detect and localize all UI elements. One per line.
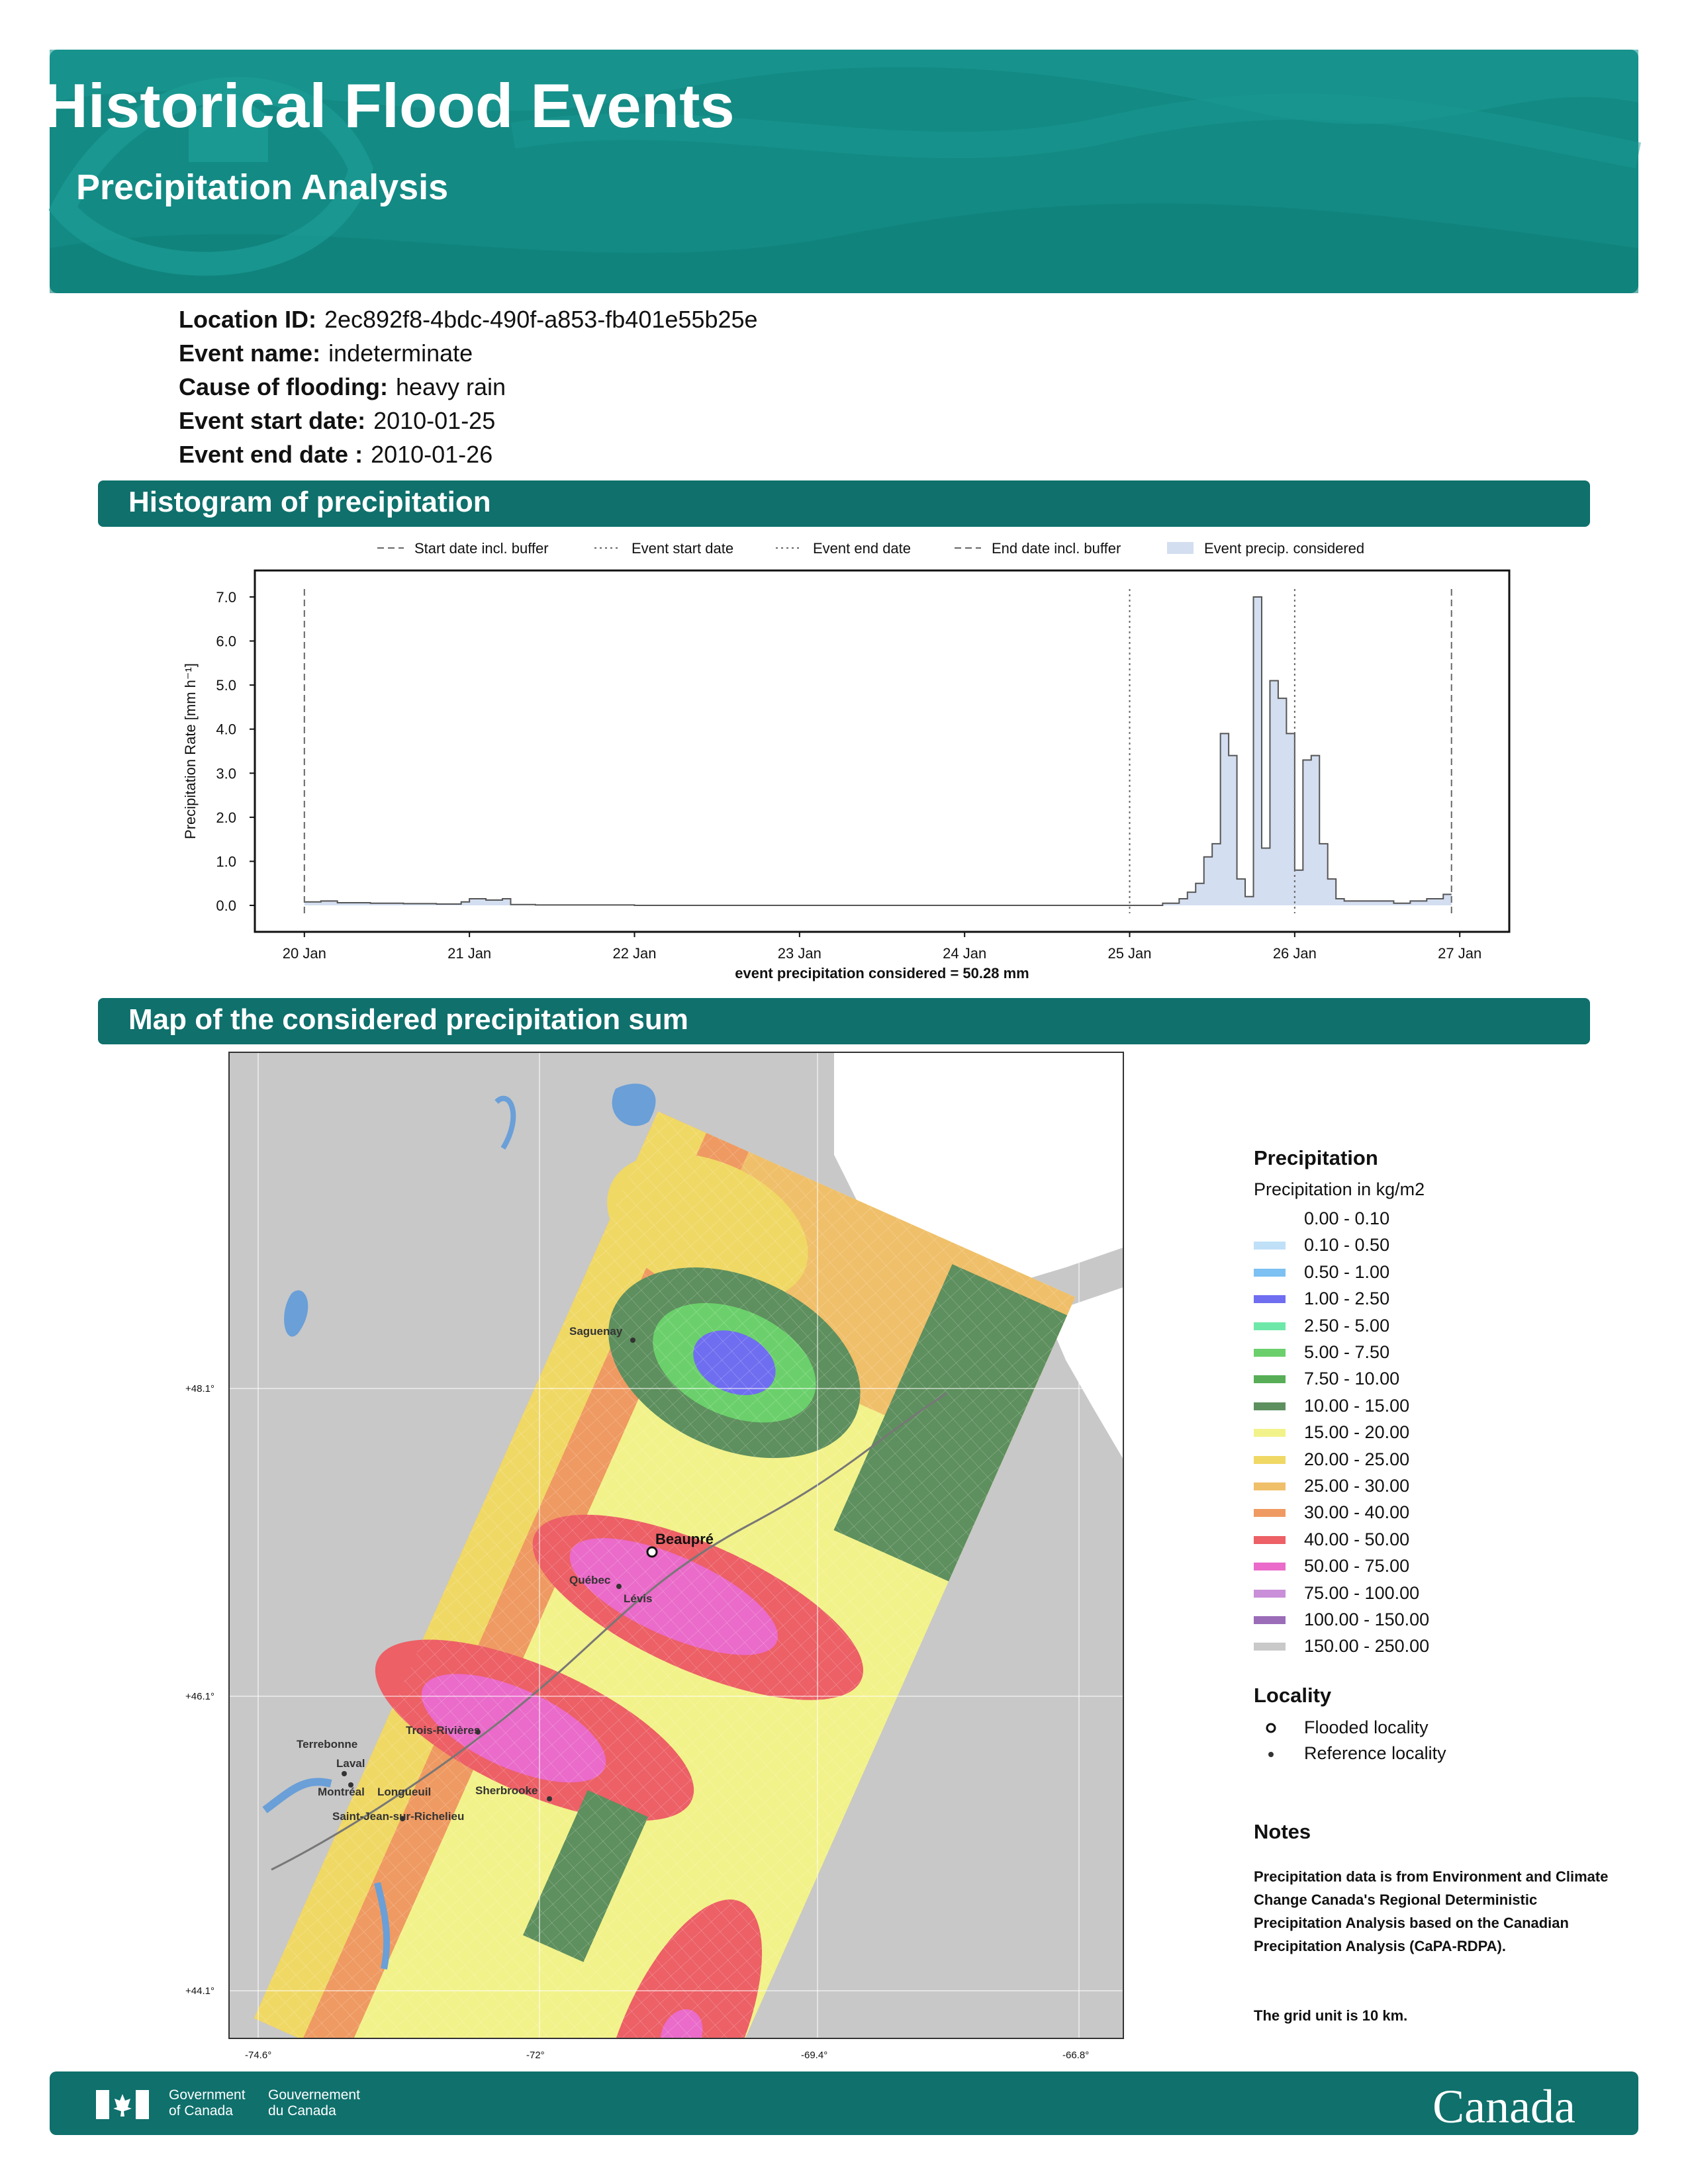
x-tick-label: 25 Jan [1107, 945, 1152, 962]
legend-class-label: 20.00 - 25.00 [1304, 1449, 1410, 1469]
locality-label: Montréal [318, 1786, 365, 1798]
info-value: heavy rain [395, 373, 506, 400]
info-value: indeterminate [328, 340, 473, 367]
legend-swatch [1254, 1590, 1286, 1598]
locality-label: Longueuil [377, 1786, 432, 1798]
legend-class-label: 50.00 - 75.00 [1304, 1556, 1410, 1576]
legend-class-label: 10.00 - 15.00 [1304, 1395, 1410, 1416]
legend-swatch [1254, 1402, 1286, 1410]
lat-label: +46.1° [185, 1691, 214, 1702]
info-label: Event end date : [179, 441, 363, 468]
x-tick-label: 23 Jan [777, 945, 821, 962]
locality-marker [630, 1338, 635, 1343]
legend-label: Event start date [632, 540, 734, 557]
legend-swatch [1254, 1536, 1286, 1544]
legend-flooded-label: Flooded locality [1304, 1717, 1429, 1737]
legend-label: Event end date [813, 540, 912, 557]
info-cause [179, 373, 506, 401]
legend-swatch [1254, 1215, 1286, 1223]
locality-marker [547, 1796, 552, 1801]
section-title: Map of the considered precipitation sum [128, 1003, 688, 1036]
legend-class-label: 0.50 - 1.00 [1304, 1261, 1390, 1282]
locality-legend-title: Locality [1254, 1684, 1332, 1707]
reference-locality-icon [1264, 1748, 1278, 1761]
locality-label: Sherbrooke [475, 1784, 538, 1797]
legend-class-label: 0.10 - 0.50 [1304, 1235, 1390, 1255]
legend-class-label: 0.00 - 0.10 [1304, 1208, 1390, 1228]
gov-en: Government of Canada [169, 2087, 246, 2118]
locality-label: Beaupré [655, 1531, 714, 1547]
lon-label: -69.4° [801, 2050, 828, 2061]
canada-flag-icon [96, 2090, 149, 2119]
legend-swatch [1254, 1563, 1286, 1570]
info-end-date [179, 441, 492, 469]
y-tick-label: 3.0 [216, 765, 236, 782]
lon-label: -74.6° [245, 2050, 272, 2061]
lat-label: +48.1° [185, 1383, 214, 1394]
footer [50, 2071, 1638, 2135]
x-tick-label: 20 Jan [282, 945, 326, 962]
legend-swatch [1254, 1349, 1286, 1357]
y-tick-label: 0.0 [216, 897, 236, 915]
locality-label: Laval [336, 1757, 365, 1770]
page-subtitle: Precipitation Analysis [76, 167, 449, 207]
legend-fill-swatch [1167, 542, 1194, 554]
lat-label: +44.1° [185, 1985, 214, 1997]
legend-swatch [1254, 1482, 1286, 1490]
info-label: Event name: [179, 340, 321, 367]
legend-swatch [1254, 1429, 1286, 1437]
locality-label: Lévis [624, 1592, 653, 1605]
flooded-locality-marker [647, 1547, 657, 1557]
section-header-histogram [98, 480, 1590, 527]
y-axis-label: Precipitation Rate [mm h⁻¹] [182, 663, 199, 839]
info-label: Location ID: [179, 306, 316, 333]
legend-swatch [1254, 1269, 1286, 1277]
x-tick-label: 26 Jan [1272, 945, 1317, 962]
gov-fr: Gouvernement du Canada [268, 2087, 360, 2118]
legend-swatch [1254, 1375, 1286, 1383]
legend-class-label: 100.00 - 150.00 [1304, 1610, 1430, 1629]
legend-class-label: 75.00 - 100.00 [1304, 1582, 1420, 1603]
notes-text: Precipitation data is from Environment and Climate Change Canada's Regional Deterministic Precipitation Analysis based on the Canadian Precipitation Analysis (CaPA-RDPA). [1254, 1868, 1609, 1954]
legend-class-label: 7.50 - 10.00 [1304, 1369, 1400, 1389]
legend-reference-label: Reference locality [1304, 1743, 1446, 1763]
y-tick-label: 1.0 [216, 853, 236, 870]
legend-class-label: 2.50 - 5.00 [1304, 1315, 1390, 1336]
legend-swatch [1254, 1456, 1286, 1464]
info-event-name [179, 340, 473, 367]
y-tick-label: 2.0 [216, 809, 236, 826]
locality-label: Saguenay [569, 1325, 623, 1338]
section-title: Histogram of precipitation [128, 486, 491, 518]
y-tick-label: 7.0 [216, 588, 236, 606]
legend-class-label: 150.00 - 250.00 [1304, 1636, 1430, 1657]
section-header-map [98, 998, 1590, 1044]
info-location [179, 306, 758, 334]
x-tick-label: 24 Jan [943, 945, 987, 962]
y-tick-label: 4.0 [216, 721, 236, 738]
canada-wordmark: Canada [1432, 2080, 1575, 2133]
legend-swatch [1254, 1295, 1286, 1303]
x-tick-label: 22 Jan [612, 945, 657, 962]
y-tick-label: 6.0 [216, 633, 236, 650]
locality-marker [342, 1771, 347, 1776]
legend-swatch [1254, 1616, 1286, 1624]
legend-label: End date incl. buffer [992, 540, 1121, 557]
info-start-date [179, 407, 495, 435]
lon-label: -66.8° [1062, 2050, 1090, 2061]
legend-swatch [1254, 1322, 1286, 1330]
page-title: Historical Flood Events [43, 71, 735, 140]
y-tick-label: 5.0 [216, 677, 236, 694]
legend-subtitle: Precipitation in kg/m2 [1254, 1179, 1425, 1199]
locality-label: Trois-Rivières [406, 1724, 481, 1737]
x-axis-label: event precipitation considered = 50.28 mm [735, 965, 1029, 981]
legend-title: Precipitation [1254, 1146, 1378, 1169]
locality-label: Québec [569, 1574, 611, 1586]
lon-label: -72° [526, 2050, 545, 2061]
legend-swatch [1254, 1242, 1286, 1250]
legend-swatch [1254, 1509, 1286, 1517]
info-value: 2ec892f8-4bdc-490f-a853-fb401e55b25e [324, 306, 758, 333]
locality-marker [616, 1584, 622, 1589]
notes-title: Notes [1254, 1820, 1311, 1843]
legend-class-label: 30.00 - 40.00 [1304, 1502, 1410, 1523]
legend-class-label: 5.00 - 7.50 [1304, 1342, 1390, 1362]
legend-class-label: 40.00 - 50.00 [1304, 1529, 1410, 1549]
info-value: 2010-01-26 [371, 441, 493, 468]
notes-grid-unit: The grid unit is 10 km. [1254, 2007, 1408, 2024]
flooded-locality-icon [1264, 1721, 1278, 1735]
legend-swatch [1254, 1643, 1286, 1651]
legend-label: Start date incl. buffer [414, 540, 549, 557]
locality-label: Saint-Jean-sur-Richelieu [332, 1810, 465, 1823]
legend-class-label: 25.00 - 30.00 [1304, 1476, 1410, 1496]
info-label: Event start date: [179, 407, 366, 434]
x-tick-label: 21 Jan [447, 945, 492, 962]
locality-label: Terrebonne [297, 1738, 358, 1751]
legend-class-label: 1.00 - 2.50 [1304, 1289, 1390, 1309]
precipitation-histogram [0, 523, 1688, 1052]
legend-label: Event precip. considered [1204, 540, 1365, 557]
info-label: Cause of flooding: [179, 373, 388, 400]
precipitation-map [185, 1049, 1119, 2068]
x-tick-label: 27 Jan [1438, 945, 1482, 962]
legend-class-label: 15.00 - 20.00 [1304, 1422, 1410, 1443]
info-value: 2010-01-25 [373, 407, 496, 434]
